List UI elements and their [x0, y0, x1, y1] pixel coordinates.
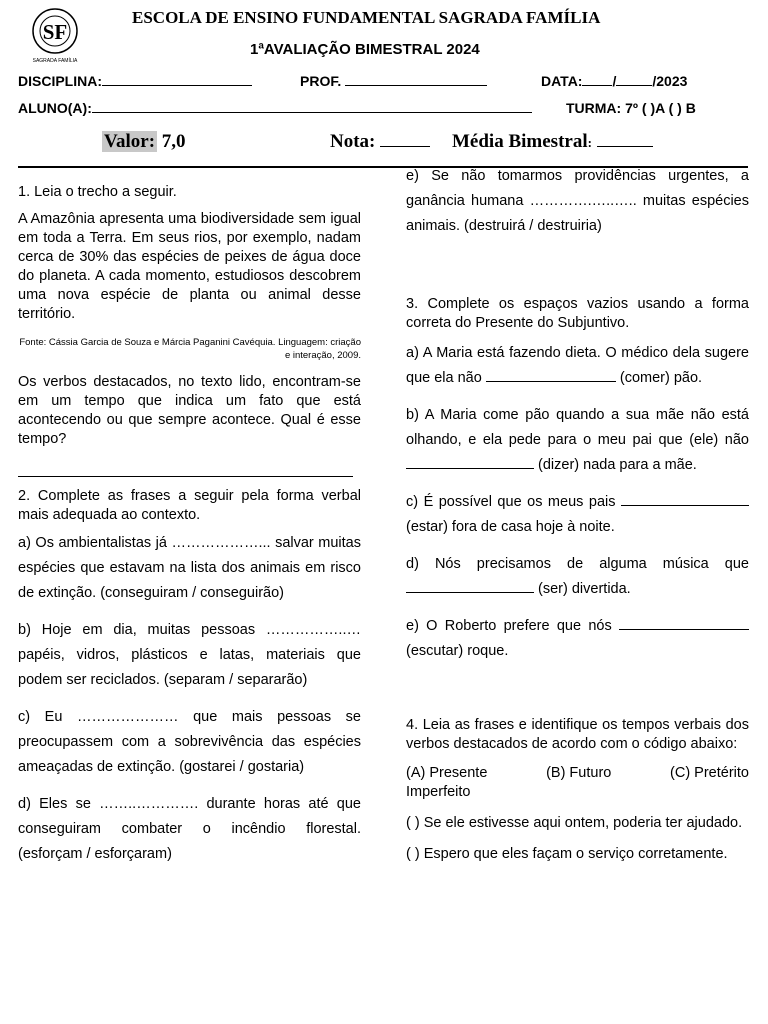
- data-field[interactable]: DATA: / /2023: [541, 73, 688, 89]
- q3-d-blank[interactable]: [406, 579, 534, 593]
- q3-prompt: 3. Complete os espaços vazios usando a forma correta do Presente do Subjuntivo.: [406, 296, 749, 331]
- school-logo: [24, 4, 86, 66]
- q2-item-c: c) Eu ………………… que mais pessoas se preocupassem com a sobrevivência das espécies ameaçadas de extinção. (gostarei / gostaria): [18, 709, 361, 775]
- media-field[interactable]: [452, 131, 653, 153]
- nota-blank[interactable]: [380, 133, 430, 147]
- q2-item-a: a) Os ambientalistas já ………………... salvar muitas espécies que estavam na lista dos animais em risco de extinção. (conseguiram / conseguirão): [18, 535, 361, 601]
- turma-field[interactable]: [566, 100, 696, 116]
- valor-label: Valor:: [104, 131, 156, 152]
- q3-e-blank[interactable]: [619, 616, 749, 630]
- media-label: Média Bimestral: [452, 131, 588, 152]
- q3-a-blank[interactable]: [486, 368, 616, 382]
- aluno-label: ALUNO(A):: [18, 100, 92, 116]
- q2-prompt: 2. Complete as frases a seguir pela forma verbal mais adequada ao contexto.: [18, 488, 361, 523]
- q4-code-b: (B) Futuro: [546, 765, 612, 781]
- media-colon: :: [587, 135, 592, 150]
- data-month-blank[interactable]: [616, 74, 652, 86]
- valor-field: [102, 131, 186, 153]
- q3-b-hint: (dizer) nada para a mãe.: [538, 457, 697, 473]
- q1-source: Fonte: Cássia Garcia de Souza e Márcia Paganini Cavéquia. Linguagem: criação e interação, 2009.: [19, 337, 361, 361]
- q3-b-text: b) A Maria come pão quando a sua mãe não está olhando, e ela pede para o meu pai que (ele) não: [406, 407, 749, 448]
- nota-label: Nota:: [330, 131, 376, 152]
- school-name: ESCOLA DE ENSINO FUNDAMENTAL SAGRADA FAMÍLIA: [132, 8, 601, 27]
- disciplina-field[interactable]: [18, 73, 252, 89]
- q4-item-2[interactable]: ( ) Espero que eles façam o serviço corretamente.: [406, 846, 728, 862]
- q3-item-e: [406, 614, 749, 664]
- valor-value: 7,0: [161, 131, 186, 152]
- nota-field[interactable]: [330, 131, 430, 153]
- aluno-blank[interactable]: [92, 101, 532, 113]
- q3-a-text: a) A Maria está fazendo dieta. O médico dela sugere que ela não: [406, 345, 749, 386]
- q1-question: Os verbos destacados, no texto lido, encontram-se em um tempo que indica um fato que está acontecendo ou que sempre acontece. Qual é esse tempo?: [18, 374, 361, 447]
- turma-options[interactable]: 7º ( )A ( ) B: [625, 100, 696, 116]
- q4-code-c-cont: Imperfeito: [406, 784, 471, 800]
- q3-c-hint: (estar) fora de casa hoje à noite.: [406, 519, 615, 535]
- logo-monogram: SF: [42, 20, 68, 44]
- left-column: [18, 166, 361, 867]
- q4-prompt: 4. Leia as frases e identifique os tempos verbais dos verbos destacados de acordo com o código abaixo:: [406, 717, 749, 752]
- prof-field[interactable]: [300, 73, 487, 89]
- right-column: [406, 166, 749, 864]
- q3-b-blank[interactable]: [406, 455, 534, 469]
- q3-c-text: c) É possível que os meus pais: [406, 494, 616, 510]
- q3-item-b: [406, 403, 749, 478]
- q4-codes: [406, 764, 749, 802]
- prof-blank[interactable]: [345, 74, 487, 86]
- q3-e-hint: (escutar) roque.: [406, 643, 509, 659]
- q2-item-b: b) Hoje em dia, muitas pessoas ……………..… papéis, vidros, plásticos e latas, materiais que podem ser reciclados. (separam / separarão): [18, 622, 361, 688]
- q3-a-hint: (comer) pão.: [619, 370, 703, 386]
- q1-prompt: 1. Leia o trecho a seguir.: [18, 184, 177, 200]
- logo-caption: SAGRADA FAMÍLIA: [32, 58, 78, 64]
- q3-d-hint: (ser) divertida.: [538, 581, 631, 597]
- q3-d-text: d) Nós precisamos de alguma música que: [406, 556, 749, 572]
- q2-item-d: d) Eles se ……..…………. durante horas até que conseguiram combater o incêndio florestal. (esforçam / esforçaram): [18, 796, 361, 862]
- q3-item-d: [406, 552, 749, 602]
- q1-text: A Amazônia apresenta uma biodiversidade sem igual em toda a Terra. Em seus rios, por exemplo, nadam cerca de 30% das espécies de peixes de água doce do planeta. A cada momento, estudiosos descobrem uma nova espécie de planta ou animal desse território.: [18, 211, 361, 322]
- data-day-blank[interactable]: [582, 74, 612, 86]
- data-label: DATA:: [541, 73, 583, 89]
- q3-item-a: [406, 341, 749, 391]
- q1-answer-line[interactable]: [18, 455, 353, 477]
- q2-item-e: e) Se não tomarmos providências urgentes, a ganância humana ………….…..….. muitas espécies animais. (destruirá / destruiria): [406, 168, 749, 234]
- q3-e-text: e) O Roberto prefere que nós: [406, 618, 612, 634]
- turma-label: TURMA:: [566, 100, 622, 116]
- q3-c-blank[interactable]: [621, 492, 749, 506]
- media-blank[interactable]: [597, 133, 653, 147]
- q3-item-c: [406, 490, 749, 540]
- prof-label: PROF.: [300, 73, 342, 89]
- exam-title: 1ªAVALIAÇÃO BIMESTRAL 2024: [250, 41, 480, 58]
- disciplina-label: DISCIPLINA:: [18, 73, 102, 89]
- data-year: /2023: [652, 73, 688, 89]
- q4-code-c: (C) Pretérito: [670, 765, 749, 781]
- aluno-field[interactable]: [18, 100, 532, 116]
- disciplina-blank[interactable]: [102, 74, 252, 86]
- q4-code-a: (A) Presente: [406, 765, 488, 781]
- q4-item-1[interactable]: ( ) Se ele estivesse aqui ontem, poderia ter ajudado.: [406, 815, 743, 831]
